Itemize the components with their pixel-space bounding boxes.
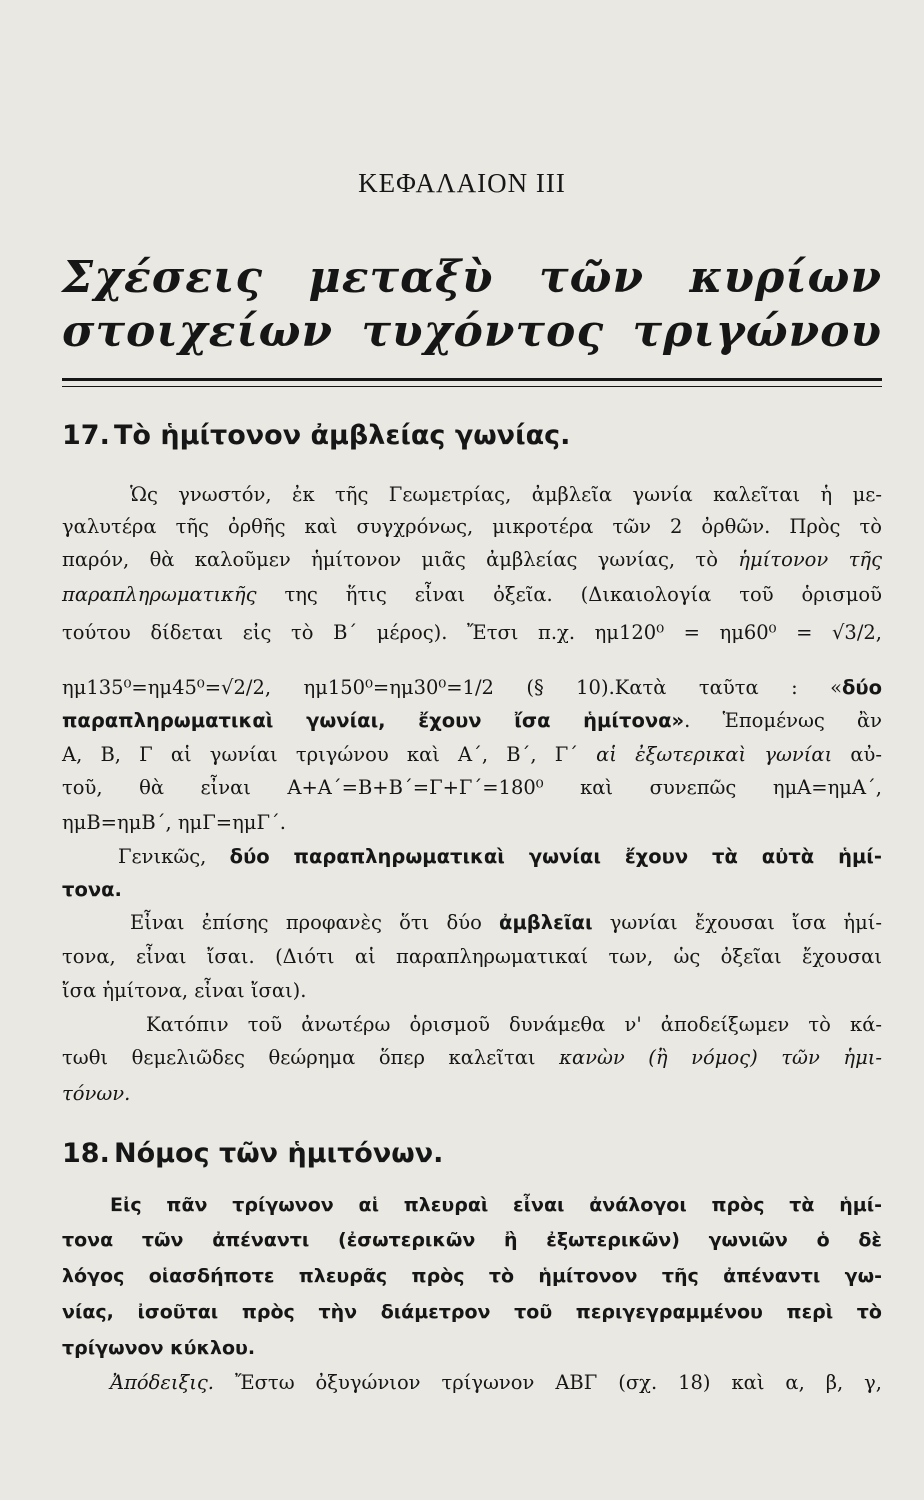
text-line: Γενικῶς, δύο παραπληρωματικαὶ γωνίαι ἔχουν τὰ αὐτὰ ἡμί-: [118, 845, 882, 868]
text-line: παραπληρωματικῆς της ἥτις εἶναι ὀξεῖα. (Δικαιολογία τοῦ ὁρισμοῦ: [62, 583, 882, 606]
section-number: 18.: [62, 1138, 110, 1169]
theorem-line: νίας, ἰσοῦται πρὸς τὴν διάμετρον τοῦ περιγεγραμμένου περὶ τὸ: [62, 1301, 882, 1323]
theorem-line: τονα τῶν ἀπέναντι (ἐσωτερικῶν ἢ ἐξωτερικῶν) γωνιῶν ὁ δὲ: [62, 1229, 882, 1251]
title-line-2: [62, 306, 882, 357]
section-17-heading: [62, 420, 570, 451]
text-line: Εἶναι ἐπίσης προφανὲς ὅτι δύο ἀμβλεῖαι γωνίαι ἔχουσαι ἴσα ἡμί-: [130, 911, 882, 934]
title-word: τριγώνου: [632, 306, 882, 357]
theorem-line: λόγος οἱασδήποτε πλευρᾶς πρὸς τὸ ἡμίτονον τῆς ἀπέναντι γω-: [62, 1265, 882, 1287]
text-line: παραπληρωματικαὶ γωνίαι, ἔχουν ἴσα ἡμίτονα». Ἑπομένως ἂν: [62, 709, 882, 732]
text-line: Κατόπιν τοῦ ἀνωτέρω ὁρισμοῦ δυνάμεθα ν' ἀποδείξωμεν τὸ κά-: [146, 1013, 882, 1036]
text-line: Α, Β, Γ αἱ γωνίαι τριγώνου καὶ Α΄, Β΄, Γ΄ αἱ ἐξωτερικαὶ γωνίαι αὐ-: [62, 743, 882, 766]
text-line: τόνων.: [62, 1082, 131, 1105]
title-line-1: [62, 252, 882, 303]
text-line: τωθι θεμελιῶδες θεώρημα ὅπερ καλεῖται κανὼν (ἢ νόμος) τῶν ἡμι-: [62, 1046, 882, 1069]
title-word: κυρίων: [689, 252, 882, 303]
text-line: τονα.: [62, 878, 122, 901]
title-word: τυχόντος: [361, 306, 605, 357]
section-title: Τὸ ἡμίτονον ἀμβλείας γωνίας.: [114, 420, 571, 451]
text-line: ημ135⁰=ημ45⁰=√2/2, ημ150⁰=ημ30⁰=1/2 (§ 10).Κατὰ ταῦτα : «δύο: [62, 676, 882, 699]
text-line: γαλυτέρα τῆς ὀρθῆς καὶ συγχρόνως, μικροτέρα τῶν 2 ὀρθῶν. Πρὸς τὸ: [62, 515, 882, 538]
section-number: 17.: [62, 420, 110, 451]
chapter-label: ΚΕΦΑΛΑΙΟΝ ΙΙΙ: [358, 168, 566, 198]
title-rule-thin: [62, 386, 882, 387]
text-line: ημΒ=ημΒ΄, ημΓ=ημΓ΄.: [62, 811, 286, 834]
title-word: μεταξὺ: [308, 252, 494, 303]
section-18-heading: [62, 1138, 443, 1169]
theorem-line: Εἰς πᾶν τρίγωνον αἱ πλευραὶ εἶναι ἀνάλογοι πρὸς τὰ ἡμί-: [110, 1194, 882, 1216]
title-word: Σχέσεις: [62, 252, 264, 303]
text-line: τονα, εἶναι ἴσαι. (Διότι αἱ παραπληρωματικαί των, ὡς ὀξεῖαι ἔχουσαι: [62, 945, 882, 968]
text-line: τούτου δίδεται εἰς τὸ Β΄ μέρος). Ἔτσι π.χ. ημ120⁰ = ημ60⁰ = √3/2,: [62, 621, 882, 644]
text-line: τοῦ, θὰ εἶναι Α+Α΄=Β+Β΄=Γ+Γ΄=180⁰ καὶ συνεπῶς ημΑ=ημΑ΄,: [62, 776, 882, 799]
title-word: στοιχείων: [62, 306, 334, 357]
title-word: τῶν: [539, 252, 645, 303]
section-title: Νόμος τῶν ἡμιτόνων.: [114, 1138, 444, 1169]
text-line: Ὡς γνωστόν, ἐκ τῆς Γεωμετρίας, ἀμβλεῖα γωνία καλεῖται ἡ με-: [130, 483, 882, 506]
text-line: παρόν, θὰ καλοῦμεν ἡμίτονον μιᾶς ἀμβλείας γωνίας, τὸ ἡμίτονον τῆς: [62, 548, 882, 571]
title-rule-thick: [62, 378, 882, 381]
text-line: Ἀπόδειξις. Ἔστω ὀξυγώνιον τρίγωνον ΑΒΓ (σχ. 18) καὶ α, β, γ,: [110, 1371, 882, 1394]
theorem-line: τρίγωνον κύκλου.: [62, 1337, 256, 1359]
text-line: ἴσα ἡμίτονα, εἶναι ἴσαι).: [62, 979, 307, 1002]
